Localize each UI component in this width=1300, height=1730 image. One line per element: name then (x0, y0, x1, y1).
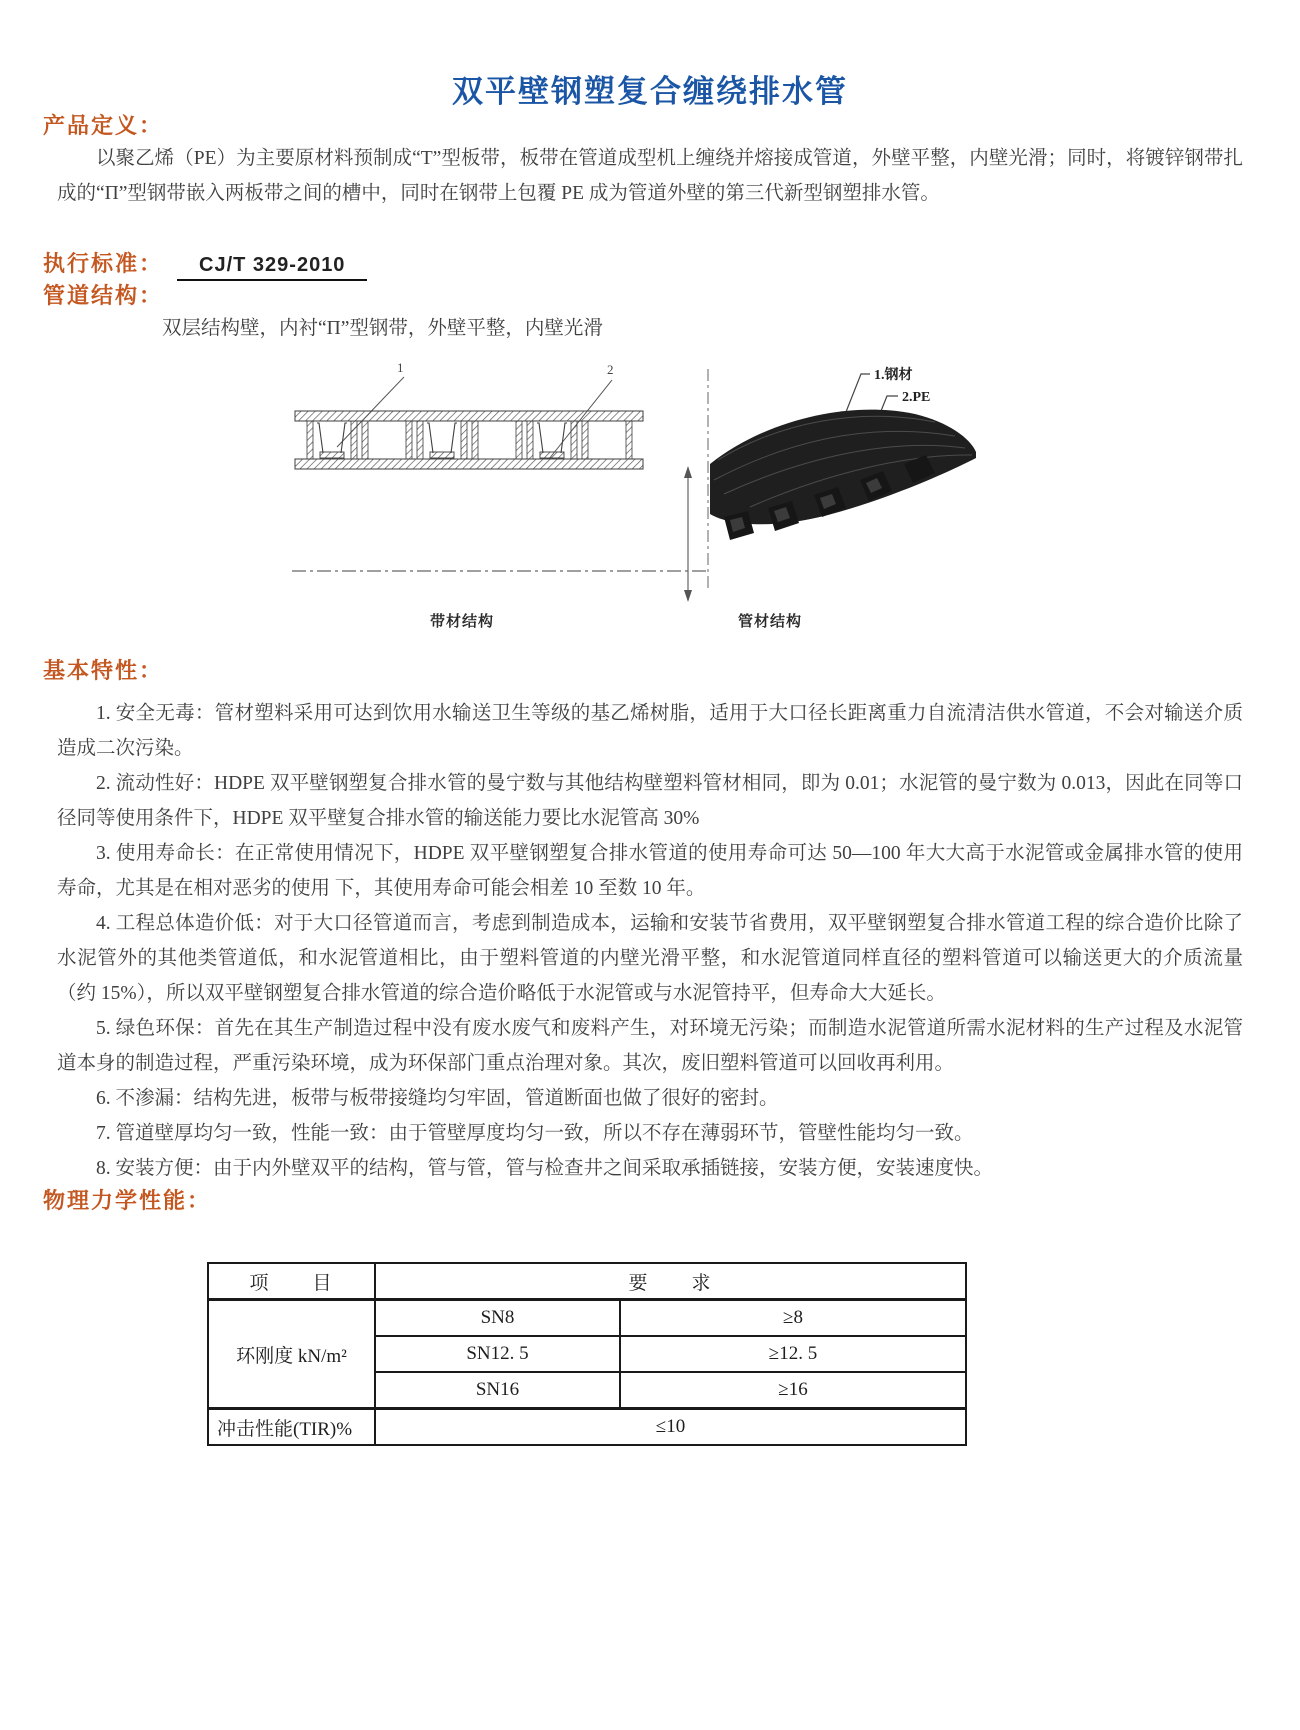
table-header-row (208, 1263, 966, 1300)
section-heading-physical: 物理力学性能： (43, 1188, 212, 1213)
pipe-structure-photo (710, 362, 1000, 592)
feature-item-5: 5. 绿色环保：首先在其生产制造过程中没有废水废气和废料产生，对环境无污染；而制造水泥管道所需水泥材料的生产过程及水泥管道本身的制造过程，严重污染环境，成为环保部门重点治理对象。其次，废旧塑料管道可以回收再利用。 (57, 1018, 1243, 1074)
strip-callout-1: 1 (397, 360, 404, 375)
feature-item-2: 2. 流动性好：HDPE 双平壁钢塑复合排水管的曼宁数与其他结构壁塑料管材相同，即为 0.01；水泥管的曼宁数为 0.013，因此在同等口径同等使用条件下，HDPE 双平壁复合排水管的输送能力要比水泥管高 30% (57, 773, 1243, 829)
product-definition-paragraph: 以聚乙烯（PE）为主要原材料预制成“T”型板带，板带在管道成型机上缠绕并熔接成管道，外壁平整，内壁光滑；同时，将镀锌钢带扎成的“Π”型钢带嵌入两板带之间的槽中，同时在钢带上包覆 PE 成为管道外壁的第三代新型钢塑排水管。 (57, 148, 1243, 204)
req-sn16: ≥16 (620, 1372, 966, 1409)
feature-item-4: 4. 工程总体造价低：对于大口径管道而言，考虑到制造成本，运输和安装节省费用，双平壁钢塑复合排水管道工程的综合造价比除了水泥管外的其他类管道低，和水泥管道相比，由于塑料管道的内壁光滑平整，和水泥管道同样直径的塑料管道可以输送更大的介质流量（约 15%），所以双平壁钢塑复合排水管道的综合造价略低于水泥管或与水泥管持平，但寿命大大延长。 (57, 913, 1243, 1004)
feature-item-8: 8. 安装方便：由于内外壁双平的结构，管与管，管与检查井之间采取承插链接，安装方便，安装速度快。 (96, 1158, 994, 1179)
grade-sn8: SN8 (375, 1300, 620, 1337)
standard-code: CJ/T 329-2010 (177, 254, 367, 281)
ring-stiffness-label: 环刚度 kN/m² (208, 1300, 375, 1409)
features-list (57, 696, 1243, 1186)
strip-figure-caption: 带材结构 (429, 614, 494, 630)
impact-label: 冲击性能(TIR)% (208, 1409, 375, 1446)
pipe-callout-pe: 2.PE (902, 390, 931, 405)
grade-sn16: SN16 (375, 1372, 620, 1409)
table-row-impact (208, 1409, 966, 1446)
structure-description: 双层结构壁，内衬“Π”型钢带，外壁平整，内壁光滑 (162, 318, 603, 339)
feature-item-7: 7. 管道壁厚均匀一致，性能一致：由于管壁厚度均匀一致，所以不存在薄弱环节，管壁性能均匀一致。 (96, 1123, 974, 1144)
req-sn8: ≥8 (620, 1300, 966, 1337)
strip-structure-diagram (287, 354, 717, 604)
section-heading-features: 基本特性： (43, 658, 164, 683)
standard-row (43, 249, 1243, 281)
physical-properties-table (207, 1262, 967, 1446)
impact-req: ≤10 (375, 1409, 966, 1446)
page-title: 双平壁钢塑复合缠绕排水管 (452, 74, 848, 109)
feature-item-1: 1. 安全无毒：管材塑料采用可达到饮用水输送卫生等级的基乙烯树脂，适用于大口径长距离重力自流清洁供水管道，不会对输送介质造成二次污染。 (57, 703, 1243, 759)
grade-sn125: SN12. 5 (375, 1336, 620, 1372)
section-heading-standard: 执行标准： (43, 251, 164, 276)
pipe-figure-caption: 管材结构 (737, 614, 802, 630)
table-row-sn8 (208, 1300, 966, 1337)
section-heading-structure: 管道结构： (43, 283, 164, 308)
pipe-callout-steel: 1.钢材 (874, 368, 913, 383)
spec-table-wrapper (207, 1262, 1243, 1446)
strip-callout-2: 2 (607, 362, 614, 377)
header-requirement: 要 求 (375, 1263, 966, 1300)
feature-item-6: 6. 不渗漏：结构先进，板带与板带接缝均匀牢固，管道断面也做了很好的密封。 (96, 1088, 779, 1109)
feature-item-3: 3. 使用寿命长：在正常使用情况下，HDPE 双平壁钢塑复合排水管道的使用寿命可达 50—100 年大大高于水泥管或金属排水管的使用寿命，尤其是在相对恶劣的使用 下，其使用寿命可能会相差 10 至数 10 年。 (57, 843, 1243, 899)
header-item: 项 目 (208, 1263, 375, 1300)
req-sn125: ≥12. 5 (620, 1336, 966, 1372)
section-heading-product-definition: 产品定义： (43, 113, 164, 138)
figures-row (57, 354, 1243, 656)
